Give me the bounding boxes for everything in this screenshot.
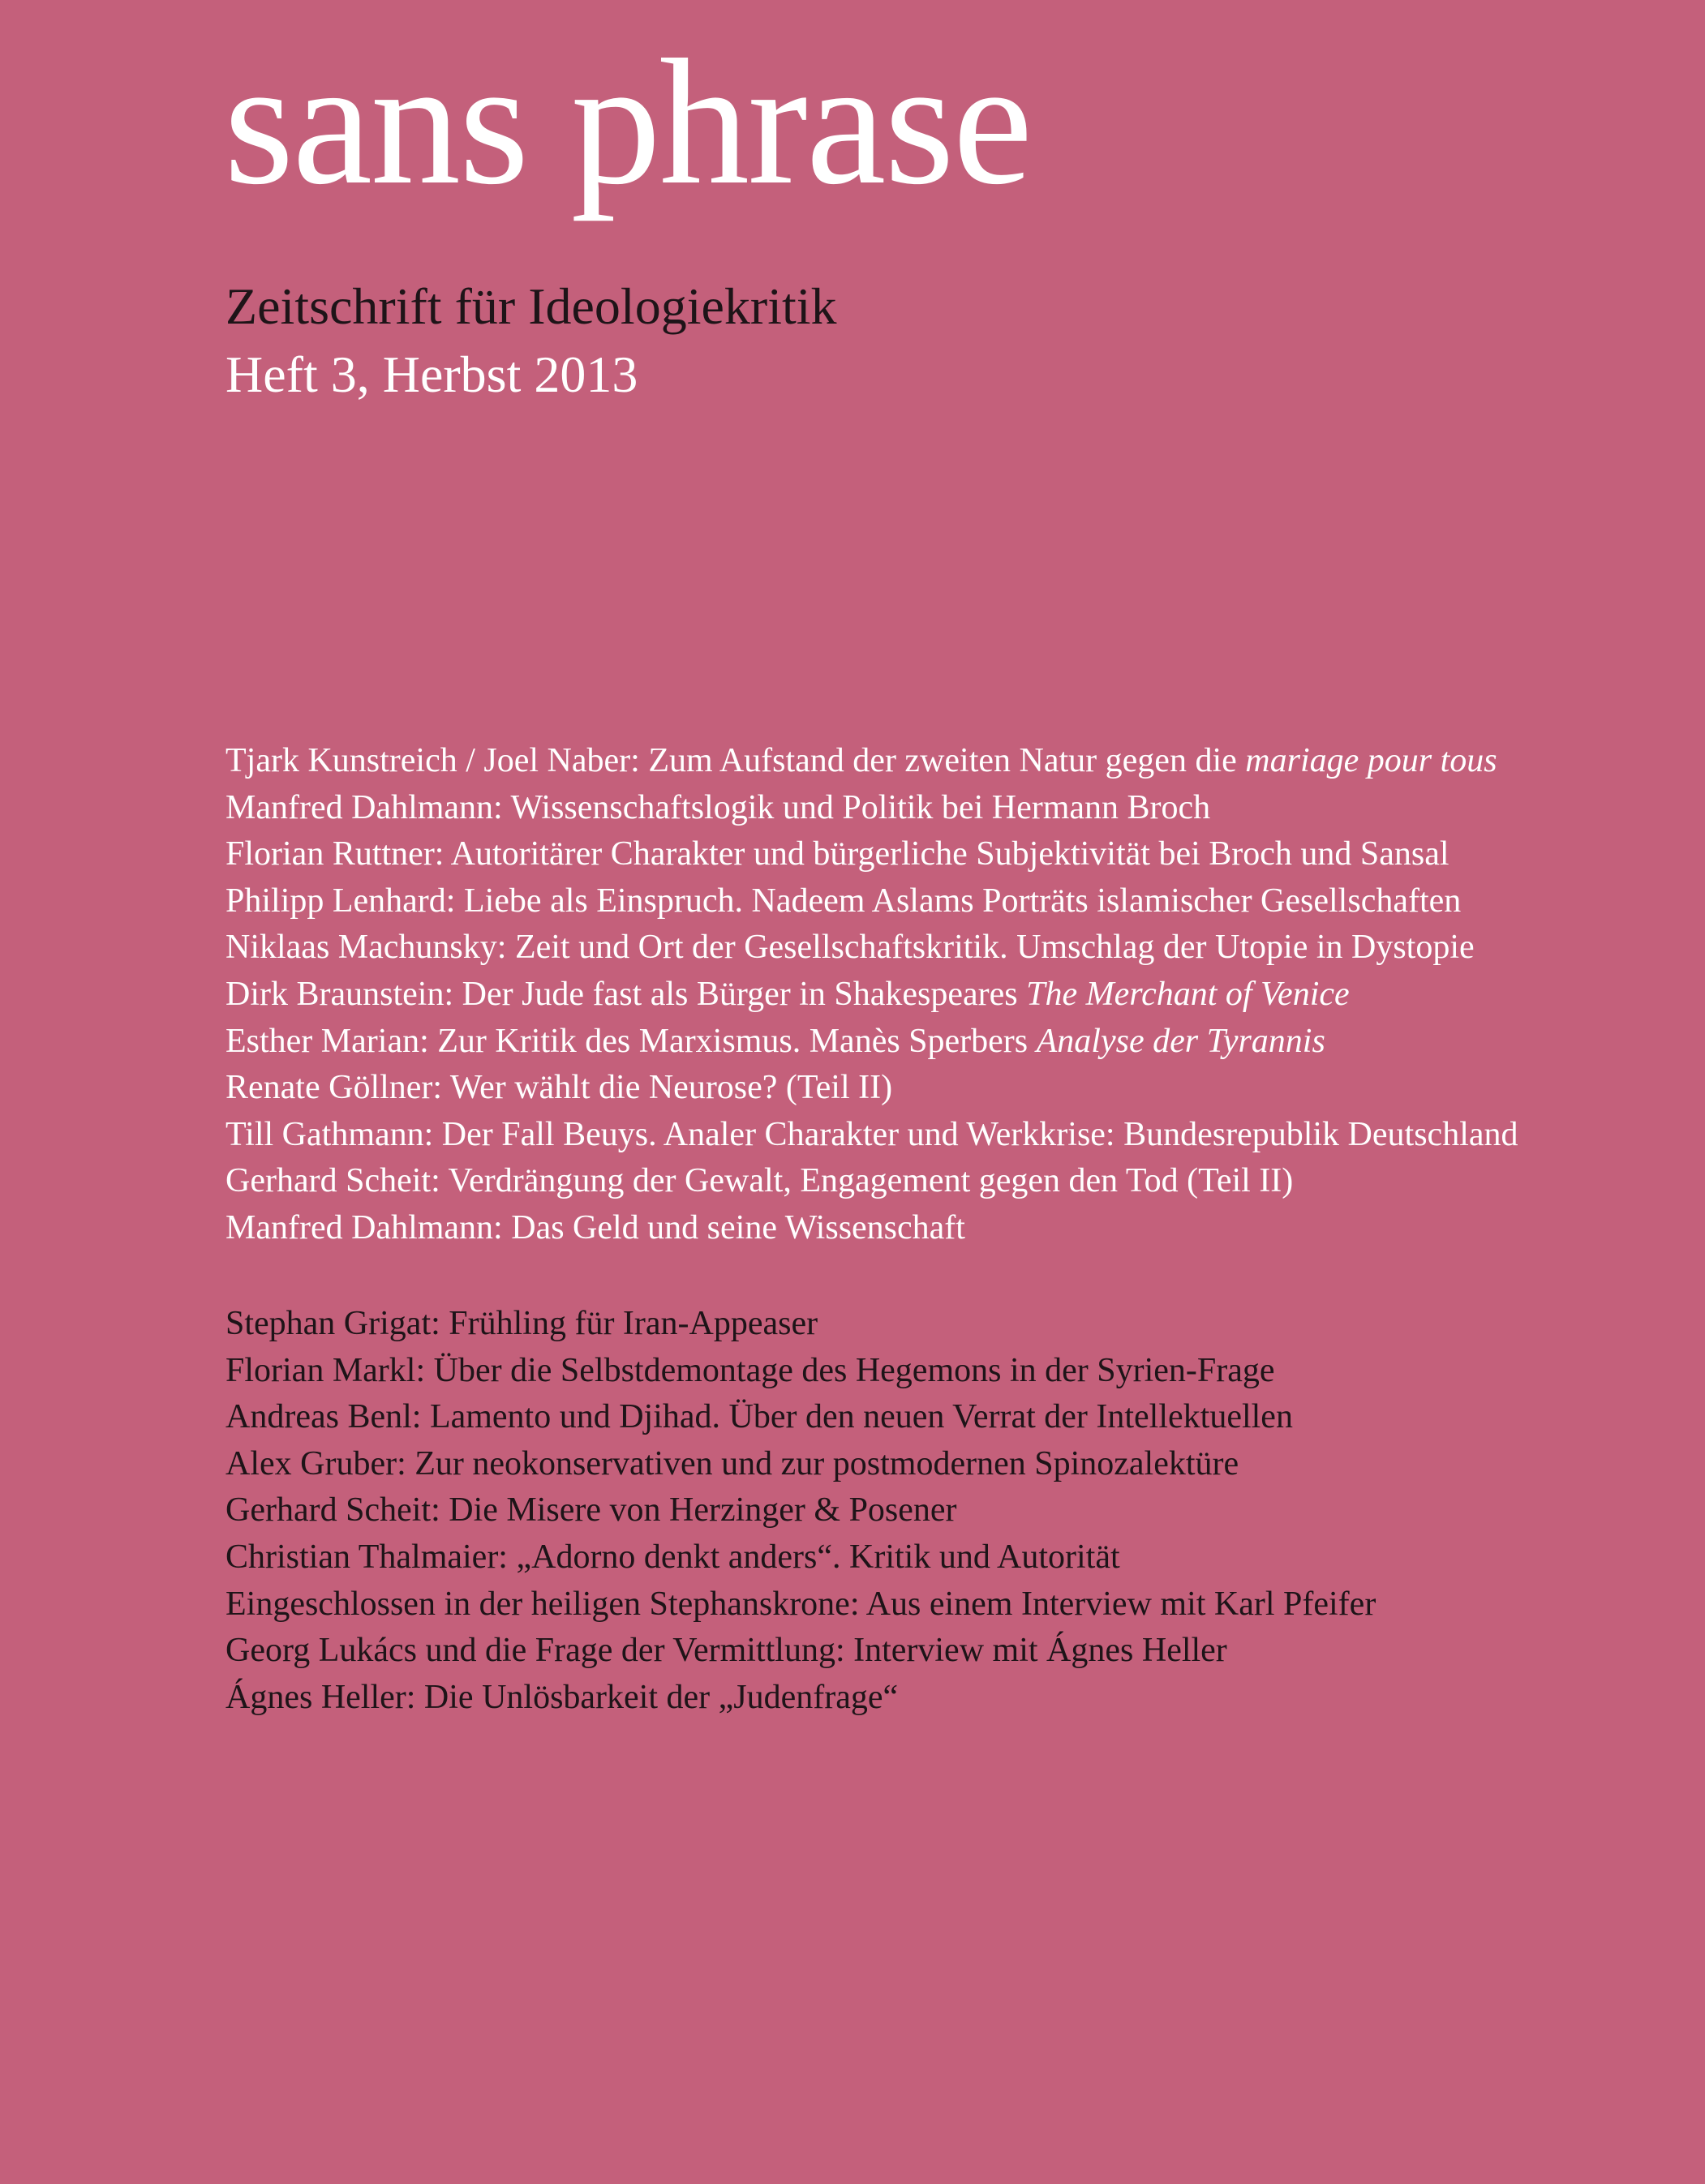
contents-item: Stephan Grigat: Frühling für Iran-Appeaser [225,1305,818,1342]
contents-item: Manfred Dahlmann: Wissenschaftslogik und Politik bei Hermann Broch [225,788,1211,826]
contents-item: Georg Lukács und die Frage der Vermittlung: Interview mit Ágnes Heller [225,1632,1227,1670]
contents-item: Tjark Kunstreich / Joel Naber: Zum Aufstand der zweiten Natur gegen die mariage pour tous [225,742,1497,779]
contents-item: Alex Gruber: Zur neokonservativen und zur postmodernen Spinozalektüre [225,1444,1239,1482]
contents-item: Manfred Dahlmann: Das Geld und seine Wissenschaft [225,1208,965,1246]
contents-item: Christian Thalmaier: „Adorno denkt anders“. Kritik und Autorität [225,1538,1120,1576]
contents-item: Gerhard Scheit: Die Misere von Herzinger & Posener [225,1491,957,1530]
contents-item: Eingeschlossen in der heiligen Stephanskrone: Aus einem Interview mit Karl Pfeifer [225,1585,1376,1623]
contents-item: Florian Ruttner: Autoritärer Charakter und bürgerliche Subjektivität bei Broch und Sansal [225,835,1449,873]
subtitle: Zeitschrift für Ideologiekritik [225,277,837,335]
contents-item: Florian Markl: Über die Selbstdemontage des Hegemons in der Syrien-Frage [225,1351,1275,1389]
contents-second [225,1301,1376,1721]
contents-item: Ágnes Heller: Die Unlösbarkeit der „Judenfrage“ [225,1678,899,1716]
contents-item: Esther Marian: Zur Kritik des Marxismus. Manès Sperbers Analyse der Tyrannis [225,1022,1325,1060]
issue-line: Heft 3, Herbst 2013 [225,345,638,403]
contents-item: Renate Göllner: Wer wählt die Neurose? (Teil II) [225,1069,893,1107]
contents-item: Dirk Braunstein: Der Jude fast als Bürger in Shakespeares The Merchant of Venice [225,975,1350,1013]
contents-item: Philipp Lenhard: Liebe als Einspruch. Nadeem Aslams Porträts islamischer Gesellschaften [225,882,1462,920]
contents-item: Andreas Benl: Lamento und Djihad. Über den neuen Verrat der Intellektuellen [225,1398,1293,1436]
contents-item: Niklaas Machunsky: Zeit und Ort der Gesellschaftskritik. Umschlag der Utopie in Dystopie [225,929,1475,967]
contents-item: Gerhard Scheit: Verdrängung der Gewalt, Engagement gegen den Tod (Teil II) [225,1162,1294,1200]
contents-main [225,738,1518,1252]
contents-item: Till Gathmann: Der Fall Beuys. Analer Charakter und Werkkrise: Bundesrepublik Deutschland [225,1115,1518,1153]
masthead-title: sans phrase [224,23,1032,222]
